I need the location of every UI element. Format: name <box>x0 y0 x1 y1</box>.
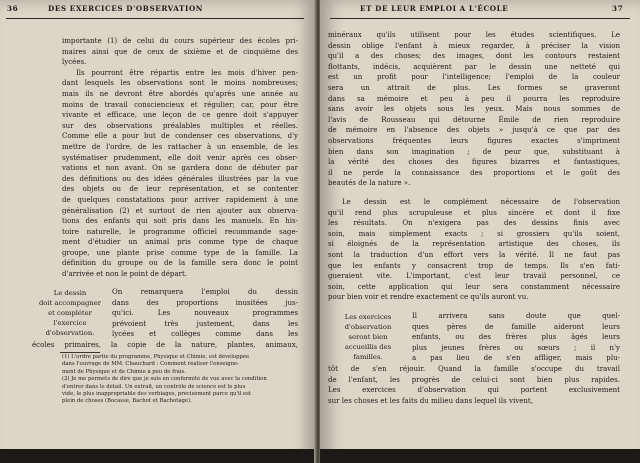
text-line: et compléter <box>48 309 92 317</box>
text-line: familles. <box>353 353 383 361</box>
text-line: (2) Je me permets de dire que je suis en conformité de vue avec la condition <box>62 376 267 383</box>
text-line: plein de choses (Bocasse, Bachot et Bachotage). <box>62 398 192 405</box>
left-body-text <box>62 36 298 280</box>
text-line: tions des enfants qui soit pris dans les manuels. En his- <box>62 216 298 226</box>
text-line: des définitions ou des idées générales illustrées par la vue <box>62 173 298 183</box>
left-page <box>0 0 316 463</box>
text-line: vivante et efficace, une leçon de ce genre doit s'appuyer <box>62 110 298 120</box>
text-line: ment de Physique et de Chimie à peu de frais. <box>62 368 186 375</box>
text-line: des objets ou de leur représentation, et se contenter <box>62 184 298 194</box>
right-page <box>320 0 640 463</box>
text-line: soin, mais simplement exacts ; si grossiers qu'ils soient, <box>328 228 620 238</box>
left-running-head: DES EXERCICES D'OBSERVATION <box>48 4 203 13</box>
text-line: que les enfants y consacrent trop de temps. Ils s'en fati- <box>328 260 620 270</box>
right-running-head: ET DE LEUR EMPLOI A L'ÉCOLE <box>360 4 509 13</box>
text-line: mais ils ne devront être abordés qu'après une année au <box>62 88 298 98</box>
text-line: gueraient vite. L'important, c'est leur travail personnel, ce <box>328 271 620 281</box>
text-line: On remarquera l'emploi du dessin <box>112 287 298 296</box>
text-line: sont la traduction d'un effort vers la vérité. Il ne faut pas <box>328 249 620 259</box>
text-line: moins de travail consciencieux et régulier; car, pour être <box>62 99 298 109</box>
text-line: il ne perde la connaissance des proportions et le goût des <box>328 167 620 177</box>
left-sidenote <box>30 288 110 338</box>
text-line: Ils pourront être répartis entre les mois d'hiver pen- <box>76 67 298 77</box>
text-line: dessin oblige l'enfant à mieux regarder, à préciser la vision <box>328 40 620 50</box>
text-line: pour bien voir et rendre exactement ce qu'ils auront vu. <box>328 292 529 302</box>
text-line: sera un attrait de plus. Les formes se graveront <box>328 82 620 92</box>
text-line: qu'il a des choses; des images, dont les contours restaient <box>328 51 620 61</box>
text-line: ques pères de famille aideront leurs <box>412 321 620 331</box>
text-line: écoles primaires, la copie de la nature, plantes, animaux, <box>32 339 298 349</box>
text-line: groupe, une plante prise comme type de la famille. La <box>62 247 298 257</box>
text-line: l'avis de Rousseau qui détourne Émile de rien reproduire <box>328 114 620 124</box>
text-line: les résultats. On n'exigera pas des dessins finis avec <box>328 218 620 228</box>
left-page-number: 36 <box>7 4 19 13</box>
text-line: soin, cette application qui leur sera constamment nécessaire <box>328 281 620 291</box>
text-line: lycées et collèges comme dans les <box>112 329 298 339</box>
text-line: la vérité des choses des figures bizarres et fantastiques, <box>328 157 620 167</box>
text-line: l'exercice <box>53 319 87 327</box>
text-line: de quelques constatations pour arriver rapidement à une <box>62 194 298 204</box>
text-line: dans sa mémoire et peu à peu il pourra les reproduire <box>328 93 620 103</box>
page-bottom-edge-right <box>320 449 640 463</box>
text-line: sans avoir les objets sous les yeux. Mais nous sommes de <box>328 104 620 114</box>
text-line: sur les choses et les faits du milieu dans lequel ils vivent, <box>328 395 533 405</box>
text-line: vide, le plus inappropriable des verbiages, précisément parce qu'il est <box>62 391 252 398</box>
text-line: Comme elle a pour but de condenser ces observations, d'y <box>62 131 298 141</box>
right-paragraph-drawing <box>328 197 620 303</box>
text-line: enfants, ou des frères plus âgés leurs <box>412 332 620 342</box>
text-line: Le dessin est le complément nécessaire de l'observation <box>342 197 620 206</box>
text-line: Le dessin <box>53 289 87 297</box>
text-line: prévoient très justement, dans les <box>112 318 298 328</box>
text-line: d'observation. <box>45 329 95 337</box>
text-line: si éloignés de la représentation artistique des choses, ils <box>328 239 620 249</box>
text-line: Les exercices <box>344 313 392 321</box>
text-line: généralisation (2) et surtout de rien ajouter aux observa- <box>62 205 298 215</box>
text-line: est un profit pour l'intelligence; l'emploi de la couleur <box>328 72 620 82</box>
text-line: qu'il rend plus scrupuleuse et plus sincère et dont il fixe <box>328 207 620 217</box>
text-line: importante (1) de celui du cours supérieur des écoles pri- <box>62 36 298 45</box>
text-line: d'arrivée et non le point de départ. <box>62 269 188 279</box>
text-line: accueillis des <box>344 343 392 351</box>
text-line: (1) L'ordre partie du programme, Physique et Chimie, est développée <box>62 354 250 360</box>
text-line: beautés de la nature ». <box>328 178 411 188</box>
text-line: flottants, indécis, acquièrent par le dessin une netteté qui <box>328 61 620 71</box>
text-line: observations fréquentes leurs figures exactes s'impriment <box>328 135 620 145</box>
text-line: Il arrivera sans doute que quel- <box>412 311 620 320</box>
text-line: toire naturelle, le programme officiel recommande sage- <box>62 226 298 236</box>
text-line: mettre de l'ordre, de les rattacher à un ensemble, de les <box>62 141 298 151</box>
right-head-rule <box>330 18 630 19</box>
text-line: doit accompagner <box>38 299 102 307</box>
left-footnotes <box>62 354 298 406</box>
text-line: plus jeunes frères ou sœurs ; il n'y <box>412 342 620 352</box>
text-line: dans l'ouvrage de MM. Chauchard : Comment réaliser l'enseigne- <box>62 361 239 368</box>
text-line: dans des proportions inusitées jus- <box>112 297 298 307</box>
text-line: a pas lieu de s'en affliger, mais plu- <box>412 353 620 363</box>
text-line: ment d'étudier un animal pris comme type de chaque <box>62 237 298 247</box>
left-head-rule <box>6 18 304 19</box>
text-line: tôt de s'en réjouir. Quand la famille s'occupe du travail <box>328 363 620 373</box>
right-body-text <box>328 30 620 189</box>
text-line: d'entrer dans le détail. Un extrait, un contrôle de science est le plus <box>62 383 246 390</box>
right-page-number: 37 <box>612 4 624 13</box>
page-bottom-edge <box>0 449 316 463</box>
text-line: vations et non avant. On se gardera donc de débuter par <box>62 163 298 173</box>
text-line: Les exercices d'observation qui portent exclusivement <box>328 385 620 395</box>
text-line: de mémoire en l'absence des objets » jusqu'à ce que par des <box>328 125 620 135</box>
text-line: lycées. <box>62 57 87 67</box>
text-line: bien dans son imagination ; de peur que, substituant à <box>328 146 620 156</box>
text-line: seront bien <box>348 333 388 341</box>
right-paragraph-families <box>328 311 620 406</box>
text-line: minéraux qu'ils utilisent pour les études scientifiques. Le <box>328 30 620 39</box>
footnote-rule <box>60 352 100 353</box>
text-line: définition du groupe ou de la famille sera donc le point <box>62 258 298 268</box>
text-line: sur des observations préalables multiples et réelles. <box>62 120 298 130</box>
text-line: qu'ici. Les nouveaux programmes <box>112 308 298 318</box>
text-line: systématiser prudemment, elle doit venir après ces obser- <box>62 152 298 162</box>
text-line: de l'enfant, les progrès de celui-ci sont bien plus rapides. <box>328 374 620 384</box>
text-line: d'observation <box>344 323 392 331</box>
text-line: dant lesquels les observations sont le moins nombreuses; <box>62 78 298 88</box>
text-line: maires ainsi que de ceux de sixième et de cinquième des <box>62 46 298 56</box>
